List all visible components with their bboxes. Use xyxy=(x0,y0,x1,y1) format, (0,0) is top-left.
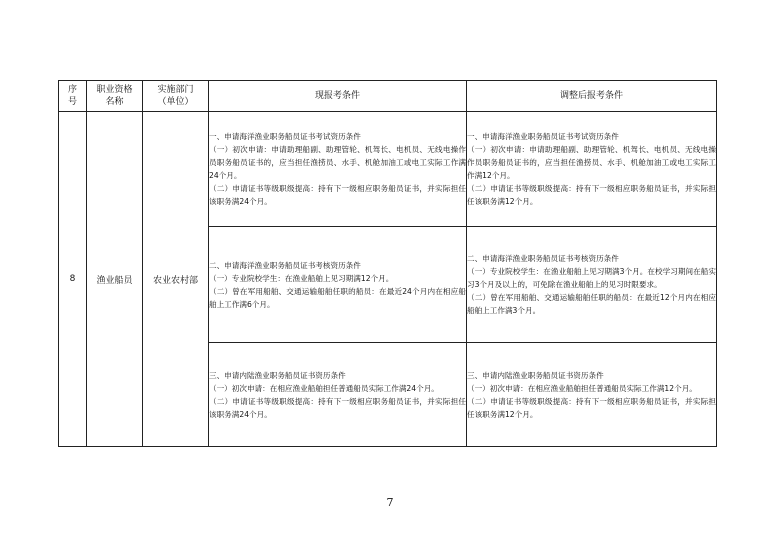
row-department: 农业农村部 xyxy=(143,112,209,447)
header-qualification: 职业资格 名称 xyxy=(87,81,143,112)
qualification-table xyxy=(58,80,717,447)
row-seq: 8 xyxy=(59,112,87,447)
adjusted-section-2: 二、申请海洋渔业职务船员证书考核资历条件 （一）专业院校学生：在渔业船舶上见习期满3个月。在校学习期间在船实习3个月及以上的，可免除在渔业船舶上的见习时限要求。 （二）曾在军用船舶、交通运输船舶任职的船员：在最近12个月内在相应船舶上工作满3个月。 xyxy=(467,227,717,343)
header-adjusted-conditions: 调整后报考条件 xyxy=(467,81,717,112)
current-section-1: 一、申请海洋渔业职务船员证书考试资历条件 （一）初次申请：申请助理船副、助理管轮、机驾长、电机员、无线电操作员职务船员证书的，应当担任渔捞员、水手、机舱加油工或电工实际工作满24个月。 （二）申请证书等级职级提高：持有下一级相应职务船员证书，并实际担任该职务满24个月。 xyxy=(209,112,467,227)
table-header-row xyxy=(59,81,717,112)
header-current-conditions: 现报考条件 xyxy=(209,81,467,112)
header-department: 实施部门 （单位） xyxy=(143,81,209,112)
current-section-2: 二、申请海洋渔业职务船员证书考核资历条件 （一）专业院校学生：在渔业船舶上见习期满12个月。 （二）曾在军用船舶、交通运输船舶任职的船员：在最近24个月内在相应船舶上工作满6个月。 xyxy=(209,227,467,343)
adjusted-section-3: 三、申请内陆渔业职务船员证书资历条件 （一）初次申请：在相应渔业船舶担任普通船员实际工作满12个月。 （二）申请证书等级职级提高：持有下一级相应职务船员证书，并实际担任该职务满12个月。 xyxy=(467,343,717,447)
page-number: 7 xyxy=(386,496,394,509)
current-section-3: 三、申请内陆渔业职务船员证书资历条件 （一）初次申请：在相应渔业船舶担任普通船员实际工作满24个月。 （二）申请证书等级职级提高：持有下一级相应职务船员证书，并实际担任该职务满24个月。 xyxy=(209,343,467,447)
adjusted-section-1: 一、申请海洋渔业职务船员证书考试资历条件 （一）初次申请：申请助理船副、助理管轮、机驾长、电机员、无线电操作员职务船员证书的，应当担任渔捞员、水手、机舱加油工或电工实际工作满12个月。 （二）申请证书等级职级提高：持有下一级相应职务船员证书，并实际担任该职务满12个月。 xyxy=(467,112,717,227)
row-qualification: 渔业船员 xyxy=(87,112,143,447)
header-seq: 序 号 xyxy=(59,81,87,112)
table-row xyxy=(59,112,717,227)
